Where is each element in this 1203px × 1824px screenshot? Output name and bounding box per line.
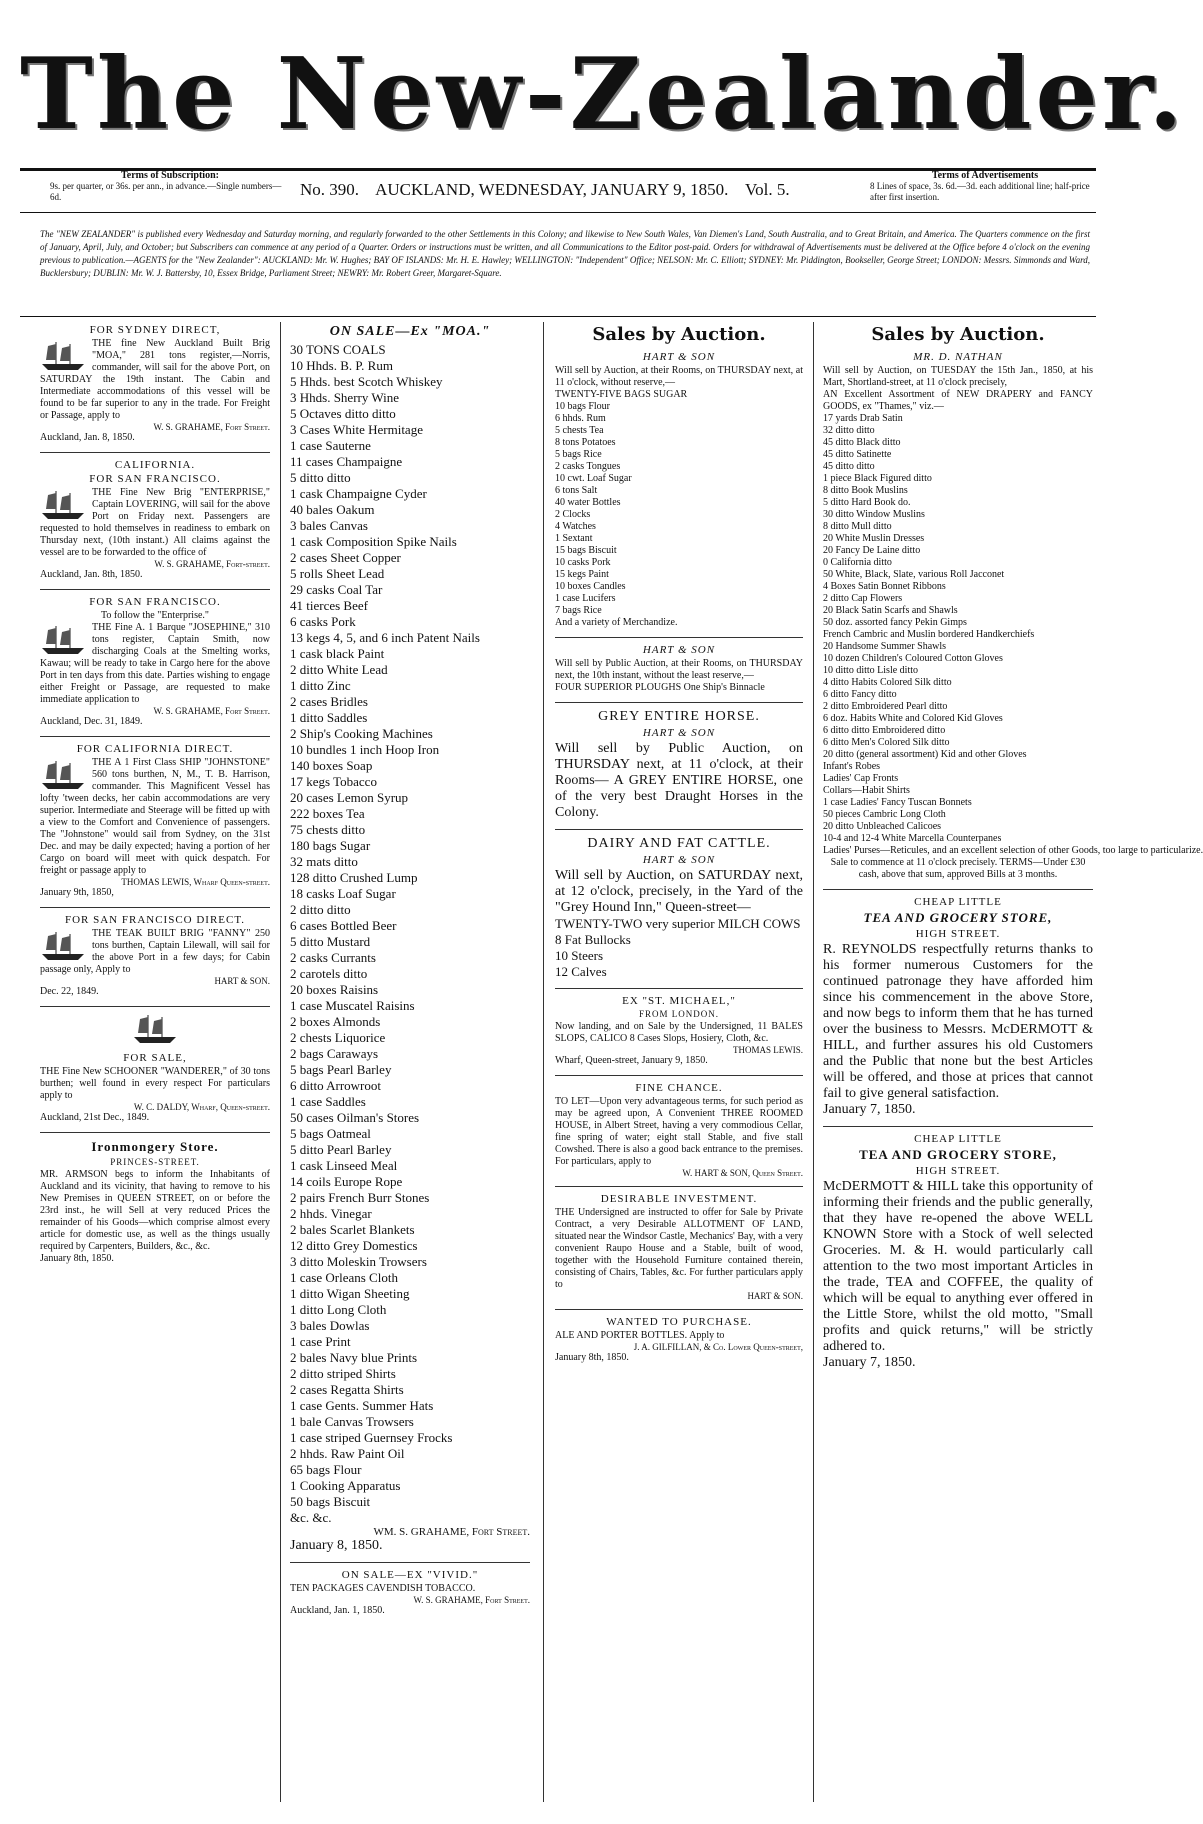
terms-advertisements — [870, 170, 1100, 203]
divider — [40, 589, 270, 590]
divider — [555, 637, 803, 638]
list-item: 5 ditto ditto — [290, 470, 351, 485]
ad-date: Wharf, Queen-street, January 9, 1850. — [555, 1055, 708, 1066]
list-item: 8 ditto Book Muslins — [823, 485, 908, 496]
list-item: Ladies' Purses—Reticules, and an excellent selection of other Goods, too large to particularize. — [823, 845, 1203, 856]
list-item: 32 ditto ditto — [823, 425, 875, 436]
list-item: 2 ditto striped Shirts — [290, 1366, 396, 1381]
divider — [40, 1006, 270, 1007]
ad-title: TEA AND GROCERY STORE, — [859, 1147, 1057, 1162]
list-item: 1 bale Canvas Trowsers — [290, 1414, 414, 1429]
ad-date: January 8th, 1850. — [555, 1352, 629, 1363]
list-item: 2 bags Caraways — [290, 1046, 379, 1061]
auctioneer: MR. D. NATHAN — [913, 351, 1003, 363]
divider — [290, 1562, 530, 1563]
divider — [555, 829, 803, 830]
ad-subheading: PRINCES-STREET. — [110, 1157, 200, 1167]
ad-body: McDERMOTT & HILL take this opportunity of informing their friends and the public generally, that they have re-opened the above WELL KNOWN Store with a Stock of well selected Groceries. M. & H. would particularly call attention to the two most important Articles in the trade, TEA and COFFEE, the quality of which will be equal to anything ever offered in the Little Store, whilst the old motto, "Small profits and quick returns," will be strictly adhered to. — [823, 1179, 1093, 1354]
ad-heading: FOR SALE, — [123, 1052, 187, 1064]
list-item: 8 tons Potatoes — [555, 437, 616, 448]
list-item: 3 bales Dowlas — [290, 1318, 370, 1333]
list-item: 8 ditto Mull ditto — [823, 521, 892, 532]
ad-subheading: HIGH STREET. — [915, 1165, 1001, 1177]
list-item: 2 ditto ditto — [290, 902, 351, 917]
ad-heading: FOR SAN FRANCISCO. — [89, 596, 221, 608]
list-item: 20 ditto Unbleached Calicoes — [823, 821, 942, 832]
list-item: 5 rolls Sheet Lead — [290, 566, 385, 581]
column-rule — [543, 322, 544, 1802]
list-item: 41 tierces Beef — [290, 598, 368, 613]
ad-signature: HART & SON. — [747, 1291, 803, 1301]
ad-signature: W. C. DALDY, Wharf, Queen-street. — [133, 1102, 270, 1112]
ad-lead: AN Excellent Assortment of NEW DRAPERY and FANCY GOODS, ex "Thames," viz.— — [823, 389, 1093, 412]
list-item: 10 casks Pork — [555, 557, 611, 568]
list-item: 0 California ditto — [823, 557, 892, 568]
ship-icon — [40, 624, 86, 656]
terms-subscription — [50, 170, 290, 203]
list-item: 20 White Muslin Dresses — [823, 533, 925, 544]
list-item: 1 Sextant — [555, 533, 593, 544]
list-item: 50 bags Biscuit — [290, 1494, 371, 1509]
list-item: 2 casks Tongues — [555, 461, 621, 472]
list-item: 50 pieces Cambric Long Cloth — [823, 809, 946, 820]
list-item: 65 bags Flour — [290, 1462, 362, 1477]
column-rule — [280, 322, 281, 1802]
column-2 — [290, 322, 530, 1617]
ad-body: Will sell by Auction, on TUESDAY the 15th Jan., 1850, at his Mart, Shortland-street, at 11 o'clock precisely, — [823, 365, 1093, 388]
list-item: 40 water Bottles — [555, 497, 621, 508]
list-item: 10 Steers — [555, 948, 604, 963]
list-item: 1 piece Black Figured ditto — [823, 473, 932, 484]
ship-icon — [40, 489, 86, 521]
masthead-title: The New-Zealander. — [20, 37, 1187, 152]
ad-heading: GREY ENTIRE HORSE. — [598, 709, 760, 724]
list-item: 10 bags Flour — [555, 401, 610, 412]
list-item: 10 dozen Children's Coloured Cotton Gloves — [823, 653, 1003, 664]
list-item: 3 Hhds. Sherry Wine — [290, 390, 400, 405]
header-rule — [20, 212, 1096, 213]
list-item: 2 Ship's Cooking Machines — [290, 726, 433, 741]
list-item: 1 case Ladies' Fancy Tuscan Bonnets — [823, 797, 972, 808]
list-item: 10-4 and 12-4 White Marcella Counterpanes — [823, 833, 1002, 844]
ad-heading: FOR SAN FRANCISCO DIRECT. — [64, 914, 246, 926]
ad-date: Auckland, 21st Dec., 1849. — [40, 1112, 150, 1123]
list-item: 6 ditto Arrowroot — [290, 1078, 381, 1093]
list-item: 5 ditto Mustard — [290, 934, 371, 949]
ad-signature: J. A. GILFILLAN, & Co. Lower Queen-street, — [633, 1342, 803, 1352]
list-item: 10 ditto ditto Lisle ditto — [823, 665, 918, 676]
list-item: 75 chests ditto — [290, 822, 366, 837]
auction-heading: Sales by Auction. — [592, 324, 766, 345]
ad-signature: THOMAS LEWIS. — [733, 1045, 803, 1055]
terms-advertisements-text: 8 Lines of space, 3s. 6d.—3d. each additional line; half-price after first insertion. — [870, 181, 1090, 202]
list-item: 6 ditto Men's Colored Silk ditto — [823, 737, 950, 748]
ad-heading: FOR CALIFORNIA DIRECT. — [76, 743, 234, 755]
ad-body: Will sell by Public Auction, at their Rooms, on THURSDAY next, the 10th instant, without the least reserve,— — [555, 658, 803, 681]
list-item: 50 cases Oilman's Stores — [290, 1110, 420, 1125]
list-item: 2 casks Currants — [290, 950, 376, 965]
list-item: 15 bags Biscuit — [555, 545, 617, 556]
list-item: 2 cases Regatta Shirts — [290, 1382, 404, 1397]
list-item: 20 Handsome Summer Shawls — [823, 641, 947, 652]
ad-body: R. REYNOLDS respectfully returns thanks to his former numerous Customers for the continued patronage they have afforded him since his commencement in the above Store, and now begs to inform them that he has turned over the business to Messrs. McDERMOTT & HILL, and further assures his old Customers and the Public that none but the best Articles will be offered, and those at prices that cannot fail to give general satisfaction. — [823, 942, 1093, 1101]
list-item: 1 case Sauterne — [290, 438, 371, 453]
ad-signature: W. S. GRAHAME, Fort Street. — [153, 422, 270, 432]
list-item: 10 bundles 1 inch Hoop Iron — [290, 742, 440, 757]
ship-illustration — [40, 1013, 270, 1050]
list-item: Ladies' Cap Fronts — [823, 773, 899, 784]
list-item: 6 tons Salt — [555, 485, 598, 496]
ad-body: TO LET—Upon very advantageous terms, for such period as may be agreed upon, A Convenient THREE ROOMED HOUSE, in Albert Street, having a very commodious Cellar, fine spring of water; eight stall Stable, and five stall Cowshed. There is also a good back entrance to the premises. For particulars, apply to — [555, 1096, 803, 1167]
ad-subheading: To follow the "Enterprise." — [101, 610, 209, 621]
ad-heading: FINE CHANCE. — [635, 1082, 723, 1094]
list-item: 3 bales Canvas — [290, 518, 368, 533]
list-item: 2 Clocks — [555, 509, 591, 520]
list-item: 6 doz. Habits White and Colored Kid Gloves — [823, 713, 1003, 724]
ad-heading: CHEAP LITTLE — [914, 1133, 1002, 1145]
list-item: 10 cwt. Loaf Sugar — [555, 473, 632, 484]
list-item: And a variety of Merchandize. — [555, 617, 678, 628]
list-item: 2 pairs French Burr Stones — [290, 1190, 430, 1205]
ad-date: Auckland, Dec. 31, 1849. — [40, 716, 143, 727]
ad-heading: CALIFORNIA. — [114, 459, 196, 471]
list-item: 6 hhds. Rum — [555, 413, 606, 424]
list-item: 2 cases Bridles — [290, 694, 368, 709]
ad-signature: HART & SON. — [214, 976, 270, 986]
ad-date: Auckland, Jan. 8th, 1850. — [40, 569, 143, 580]
divider — [823, 1126, 1093, 1127]
list-item: 1 case Orleans Cloth — [290, 1270, 398, 1285]
list-item: 1 case striped Guernsey Frocks — [290, 1430, 453, 1445]
ad-heading: EX "ST. MICHAEL," — [622, 995, 736, 1007]
list-item: 140 boxes Soap — [290, 758, 373, 773]
auction-heading: Sales by Auction. — [871, 324, 1045, 345]
divider — [555, 988, 803, 989]
list-item: 5 bags Oatmeal — [290, 1126, 371, 1141]
list-item: 2 ditto White Lead — [290, 662, 388, 677]
list-item: 2 ditto Embroidered Pearl ditto — [823, 701, 948, 712]
list-item: 30 TONS COALS — [290, 342, 386, 357]
list-item: 1 case Saddles — [290, 1094, 366, 1109]
auctioneer: HART & SON — [642, 854, 716, 866]
ad-title: TEA AND GROCERY STORE, — [863, 910, 1053, 925]
list-item: 45 ditto Satinette — [823, 449, 892, 460]
list-item: 2 chests Liquorice — [290, 1030, 386, 1045]
ad-heading: Ironmongery Store. — [91, 1139, 219, 1154]
terms-subscription-text: 9s. per quarter, or 36s. per ann., in advance.—Single numbers—6d. — [50, 181, 282, 202]
ad-body: THE A 1 First Class SHIP "JOHNSTONE" 560 tons burthen, N, M., T. B. Harrison, commander. This Magnificent Vessel has lofty 'tween decks, her cabin accommodations are very superior. Intermediate and Steerage will be fitted up with a view to the Comfort and Convenience of passengers. The "Johnstone" would sail from Sydney, on the 31st Dec. and may be daily expected; having a portion of her Cargo on board will meet with quick despatch. For freight or passage apply to — [40, 757, 270, 876]
list-item: 10 boxes Candles — [555, 581, 626, 592]
divider — [40, 1132, 270, 1133]
ad-date: January 7, 1850. — [823, 1355, 916, 1370]
ad-heading: DAIRY AND FAT CATTLE. — [587, 836, 771, 851]
cargo-list — [290, 342, 530, 1526]
issue-number: No. 390. — [300, 180, 360, 199]
list-item: 180 bags Sugar — [290, 838, 371, 853]
list-item: TWENTY-TWO very superior MILCH COWS — [555, 916, 801, 931]
ship-icon — [40, 930, 86, 962]
list-item: 6 ditto Fancy ditto — [823, 689, 897, 700]
list-item: 2 hhds. Vinegar — [290, 1206, 372, 1221]
ad-signature: W. S. GRAHAME, Fort Street. — [153, 706, 270, 716]
list-item: 2 bales Scarlet Blankets — [290, 1222, 415, 1237]
ad-body: Will sell by Auction, at their Rooms, on THURSDAY next, at 11 o'clock, without reserve,— — [555, 365, 803, 388]
ad-body: THE Undersigned are instructed to offer for Sale by Private Contract, a very Desirable ALLOTMENT OF LAND, situated near the Windsor Castle, Mechanics' Bay, with a very convenient Raupo House and a Stable, built of wood, together with the Household Furniture contained therein, consisting of Chairs, Tables, &c. For further particulars apply to — [555, 1207, 803, 1290]
notice-rule — [20, 316, 1096, 317]
list-item: 3 ditto Moleskin Trowsers — [290, 1254, 427, 1269]
auctioneer: HART & SON — [642, 351, 716, 363]
list-item: 10 Hhds. B. P. Rum — [290, 358, 393, 373]
list-item: 2 carotels ditto — [290, 966, 368, 981]
list-item: 5 ditto Hard Book do. — [823, 497, 911, 508]
ad-heading: WANTED TO PURCHASE. — [606, 1316, 752, 1328]
ad-body: THE Fine A. 1 Barque "JOSEPHINE," 310 tons register, Captain Smith, now discharging Coals at the Smelting works, Kawau; will be ready to take in Cargo here for the above Port in ten days from this date. Parties wishing to engage either Freight or Passage, are requested to make immediate application to — [40, 622, 270, 705]
list-item: 1 case Print — [290, 1334, 351, 1349]
list-item: 50 White, Black, Slate, various Roll Jacconet — [823, 569, 1005, 580]
auction-list — [823, 413, 1203, 857]
ad-date: January 7, 1850. — [823, 1102, 916, 1117]
list-item: 5 chests Tea — [555, 425, 604, 436]
ad-body: THE Fine New SCHOONER "WANDERER," of 30 tons burthen; well found in every respect For particulars apply to — [40, 1066, 270, 1101]
ad-subheading: FOR SAN FRANCISCO. — [89, 473, 221, 485]
divider — [40, 736, 270, 737]
list-item: 5 ditto Pearl Barley — [290, 1142, 392, 1157]
list-item: 222 boxes Tea — [290, 806, 365, 821]
list-item: 6 cases Bottled Beer — [290, 918, 397, 933]
list-item: 4 Boxes Satin Bonnet Ribbons — [823, 581, 946, 592]
list-item: 40 bales Oakum — [290, 502, 375, 517]
ad-body: THE TEAK BUILT BRIG "FANNY" 250 tons burthen, Captain Lilewall, will sail for the above Port in a few days; for Cabin passage only, Apply to — [40, 928, 270, 975]
ad-heading: FOR SYDNEY DIRECT, — [89, 324, 221, 336]
ad-heading: ON SALE—Ex "MOA." — [329, 324, 491, 339]
list-item: TWENTY-FIVE BAGS SUGAR — [555, 389, 688, 400]
issue-date: AUCKLAND, WEDNESDAY, JANUARY 9, 1850. — [375, 180, 729, 199]
ad-signature: W. S. GRAHAME, Fort Street. — [413, 1595, 530, 1605]
ad-body: Now landing, and on Sale by the Undersigned, 11 BALES SLOPS, CALICO 8 Cases Slops, Hosiery, Cloth, &c. — [555, 1021, 803, 1044]
list-item: 1 ditto Zinc — [290, 678, 351, 693]
ad-body: FOUR SUPERIOR PLOUGHS One Ship's Binnacle — [555, 682, 765, 693]
issue-line — [300, 180, 860, 200]
ad-body: TEN PACKAGES CAVENDISH TOBACCO. — [290, 1583, 476, 1594]
list-item: 30 ditto Window Muslins — [823, 509, 925, 520]
list-item: 6 ditto ditto Embroidered ditto — [823, 725, 946, 736]
divider — [40, 452, 270, 453]
list-item: 20 Fancy De Laine ditto — [823, 545, 921, 556]
list-item: 128 ditto Crushed Lump — [290, 870, 418, 885]
auction-list — [555, 916, 803, 980]
ad-body: ALE AND PORTER BOTTLES. Apply to — [555, 1330, 725, 1341]
ad-body: Will sell by Auction, on SATURDAY next, at 12 o'clock, precisely, in the Yard of the "Grey Hound Inn," Queen-street— — [555, 868, 803, 915]
issue-volume: Vol. 5. — [745, 180, 790, 199]
ad-heading: ON SALE—EX "VIVID." — [341, 1569, 479, 1581]
ship-icon — [40, 759, 86, 791]
list-item: 13 kegs 4, 5, and 6 inch Patent Nails — [290, 630, 480, 645]
ad-date: January 9th, 1850, — [40, 887, 114, 898]
divider — [555, 702, 803, 703]
list-item: 5 bags Rice — [555, 449, 602, 460]
ad-signature: W. S. GRAHAME, Fort-street. — [154, 559, 270, 569]
ad-subheading: HIGH STREET. — [915, 928, 1001, 940]
ad-body: Will sell by Public Auction, on THURSDAY next, at 11 o'clock, at their Rooms— A GREY ENTIRE HORSE, one of the very best Draught Horses in the Colony. — [555, 741, 803, 820]
ship-icon — [132, 1013, 178, 1045]
divider — [823, 889, 1093, 890]
list-item: 2 ditto Cap Flowers — [823, 593, 903, 604]
list-item: 1 ditto Wigan Sheeting — [290, 1286, 410, 1301]
ad-body: MR. ARMSON begs to inform the Inhabitants of Auckland and its vicinity, that having to remove to his New Premises in QUEEN STREET, on or before the 23rd inst., he will Sell at very reduced Prices the remainder of his Goods—which comprise almost every article for domestic use, as well as the things usually required by Carpenters, Builders, &c., &c. — [40, 1169, 270, 1252]
list-item: 1 cask Champaigne Cyder — [290, 486, 427, 501]
column-3 — [555, 322, 803, 1364]
list-item: 1 ditto Saddles — [290, 710, 368, 725]
list-item: 1 cask Composition Spike Nails — [290, 534, 457, 549]
ad-date: Auckland, Jan. 8, 1850. — [40, 432, 135, 443]
list-item: 6 casks Pork — [290, 614, 356, 629]
list-item: Infant's Robes — [823, 761, 881, 772]
list-item: French Cambric and Muslin bordered Handkerchiefs — [823, 629, 1035, 640]
list-item: 20 cases Lemon Syrup — [290, 790, 409, 805]
list-item: 2 bales Navy blue Prints — [290, 1350, 418, 1365]
list-item: 2 boxes Almonds — [290, 1014, 381, 1029]
list-item: 1 cask black Paint — [290, 646, 385, 661]
list-item: 8 Fat Bullocks — [555, 932, 631, 947]
list-item: 50 doz. assorted fancy Pekin Gimps — [823, 617, 967, 628]
divider — [555, 1186, 803, 1187]
terms-subscription-heading: Terms of Subscription: — [121, 170, 219, 181]
list-item: 20 ditto (general assortment) Kid and other Gloves — [823, 749, 1027, 760]
list-item: 1 case Lucifers — [555, 593, 616, 604]
ship-icon — [40, 340, 86, 372]
ad-signature: THOMAS LEWIS, Wharf Queen-street. — [121, 877, 270, 887]
list-item: 45 ditto ditto — [823, 461, 875, 472]
list-item: 1 ditto Long Cloth — [290, 1302, 387, 1317]
list-item: 32 mats ditto — [290, 854, 358, 869]
ad-date: January 8, 1850. — [290, 1538, 383, 1553]
list-item: 1 case Gents. Summer Hats — [290, 1398, 434, 1413]
column-4 — [823, 322, 1203, 1371]
list-item: 17 kegs Tobacco — [290, 774, 377, 789]
list-item: 45 ditto Black ditto — [823, 437, 901, 448]
list-item: 29 casks Coal Tar — [290, 582, 383, 597]
list-item: Collars—Habit Shirts — [823, 785, 910, 796]
list-item: 5 Hhds. best Scotch Whiskey — [290, 374, 443, 389]
list-item: 20 boxes Raisins — [290, 982, 379, 997]
ad-body: THE Fine New Brig "ENTERPRISE," Captain LOVERING, will sail for the above Port on Friday next. Passengers are requested to hold themselves in readiness to embark on Thursday next, (10th instant.) All claims against the vessel are to be forwarded to the office of — [40, 487, 270, 558]
ad-date: January 8th, 1850. — [40, 1253, 114, 1264]
ad-heading: CHEAP LITTLE — [914, 896, 1002, 908]
ad-body: THE fine New Auckland Built Brig "MOA," 281 tons register,—Norris, commander, will sail for the above Port, on SATURDAY the 19th instant. The Cabin and Intermediate accommodations of this vessel will be found to be far superior to any in the trade. For Freight or Passage, apply to — [40, 338, 270, 421]
list-item: 12 Calves — [555, 964, 607, 979]
auction-list — [555, 389, 803, 629]
list-item: 7 bags Rice — [555, 605, 602, 616]
ad-terms: Sale to commence at 11 o'clock precisely. TERMS—Under £30 cash, above that sum, approved Bills at 3 months. — [830, 857, 1086, 880]
list-item: 12 ditto Grey Domestics — [290, 1238, 418, 1253]
publication-notice: The "NEW ZEALANDER" is published every Wednesday and Saturday morning, and regularly forwarded to the other Settlements in this Colony; and likewise to New South Wales, Van Diemen's Land, South Australia, and to Great Britain, and America. The Quarters commence on the first of January, April, July, and October; but Subscribers can commence at any period of a Quarter. Orders or instructions must be written, and all Communications to the Editor post-paid. Orders for withdrawal of Advertisements must be delivered at the Office before 4 o'clock on the evening previous to publication.—AGENTS for the "New Zealander": AUCKLAND: Mr. W. Hughes; BAY OF ISLANDS: Mr. H. E. Hawley; WELLINGTON: "Independent" Office; NELSON: Mr. C. Elliott; SYDNEY: Mr. Piddington, Bookseller, George Street; LONDON: Messrs. Simmonds and Ward, Bucklersbury; DUBLIN: Mr. W. J. Battersby, 10, Essex Bridge, Parliament Street; NEWRY: Mr. Robert Greer, Margaret-Square. — [40, 229, 1090, 278]
list-item: 2 hhds. Raw Paint Oil — [290, 1446, 405, 1461]
list-item: 15 kegs Paint — [555, 569, 609, 580]
divider — [555, 1075, 803, 1076]
auctioneer: HART & SON — [642, 727, 716, 739]
ad-signature: WM. S. GRAHAME, Fort Street. — [373, 1526, 530, 1538]
divider — [555, 1309, 803, 1310]
ad-subheading: FROM LONDON. — [638, 1009, 719, 1019]
ad-heading: DESIRABLE INVESTMENT. — [600, 1193, 758, 1205]
list-item: 4 ditto Habits Colored Silk ditto — [823, 677, 952, 688]
column-rule — [813, 322, 814, 1802]
divider — [40, 907, 270, 908]
list-item: 2 cases Sheet Copper — [290, 550, 401, 565]
list-item: 20 Black Satin Scarfs and Shawls — [823, 605, 958, 616]
list-item: 4 Watches — [555, 521, 596, 532]
list-item: 3 Cases White Hermitage — [290, 422, 423, 437]
ad-date: Auckland, Jan. 1, 1850. — [290, 1605, 385, 1616]
list-item: 1 cask Linseed Meal — [290, 1158, 398, 1173]
list-item: 17 yards Drab Satin — [823, 413, 903, 424]
list-item: 1 Cooking Apparatus — [290, 1478, 401, 1493]
terms-advertisements-heading: Terms of Advertisements — [931, 170, 1039, 181]
ad-signature: W. HART & SON, Queen Street. — [682, 1168, 803, 1178]
list-item: 5 bags Pearl Barley — [290, 1062, 392, 1077]
list-item: &c. &c. — [290, 1510, 332, 1525]
list-item: 18 casks Loaf Sugar — [290, 886, 396, 901]
list-item: 5 Octaves ditto ditto — [290, 406, 396, 421]
masthead — [20, 20, 1187, 170]
column-1 — [40, 322, 270, 1265]
ad-date: Dec. 22, 1849. — [40, 986, 99, 997]
auctioneer: HART & SON — [642, 644, 716, 656]
list-item: 14 coils Europe Rope — [290, 1174, 403, 1189]
list-item: 11 cases Champaigne — [290, 454, 403, 469]
list-item: 1 case Muscatel Raisins — [290, 998, 415, 1013]
